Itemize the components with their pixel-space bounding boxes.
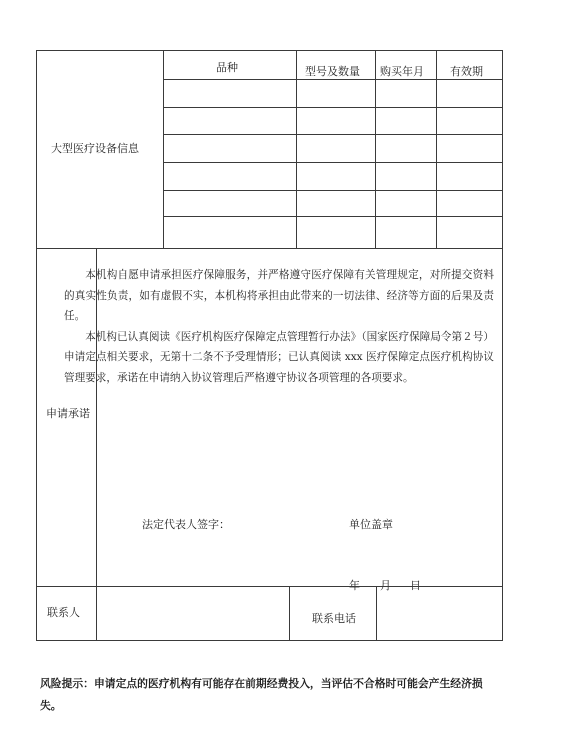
row-line-5 [163, 190, 502, 191]
commitment-section-label: 申请承诺 [46, 407, 90, 420]
contact-person-field[interactable] [100, 604, 284, 620]
equipment-label-divider [163, 51, 164, 248]
commitment-paragraph-2: 本机构已认真阅读《医疗机构医疗保障定点管理暂行办法》（国家医疗保障局令第２号）申请定点相关要求，无第十二条不予受理情形；已认真阅读 xxx 医疗保障定点医疗机构协议管理要求，承诺在申请纳入协议管理后严格遵守协议各项管理的各项要求。 [64, 330, 494, 384]
row-line-6 [163, 216, 502, 217]
column-header-purchase-date: 购买年月 [380, 65, 424, 78]
commitment-paragraph-1: 本机构自愿申请承担医疗保障服务，并严格遵守医疗保障有关管理规定，对所提交资料的真实性负责，如有虚假不实，本机构将承担由此带来的一切法律、经济等方面的后果及责任。 [64, 269, 494, 322]
column-header-variety: 品种 [216, 61, 238, 74]
equipment-section-bottom [37, 248, 502, 249]
commitment-section-bottom [37, 586, 502, 587]
row-line-1 [163, 79, 502, 80]
date-day-label [410, 577, 421, 593]
equipment-section-label: 大型医疗设备信息 [51, 142, 139, 155]
risk-notice-text: 申请定点的医疗机构有可能存在前期经费投入，当评估不合格时可能会产生经济损失。 [40, 677, 483, 712]
risk-notice-prefix: 风险提示： [40, 677, 94, 690]
contact-person-label: 联系人 [47, 606, 80, 619]
date-year-label [349, 577, 360, 593]
commitment-text [64, 265, 494, 388]
row-line-4 [163, 162, 502, 163]
risk-notice [40, 673, 500, 717]
col-divider-1 [296, 51, 297, 248]
column-header-validity: 有效期 [450, 65, 483, 78]
date-month-label [380, 577, 391, 593]
unit-seal-label: 单位盖章 [349, 518, 393, 531]
row-line-2 [163, 107, 502, 108]
contact-divider-3 [376, 586, 377, 640]
col-divider-2 [375, 51, 376, 248]
row-line-3 [163, 134, 502, 135]
contact-divider-1 [96, 586, 97, 640]
column-header-model-quantity: 型号及数量 [305, 65, 360, 78]
contact-phone-label: 联系电话 [312, 612, 356, 625]
col-divider-3 [436, 51, 437, 248]
contact-phone-field[interactable] [380, 604, 498, 620]
legal-representative-signature-label: 法定代表人签字： [142, 518, 230, 531]
contact-divider-2 [289, 586, 290, 640]
